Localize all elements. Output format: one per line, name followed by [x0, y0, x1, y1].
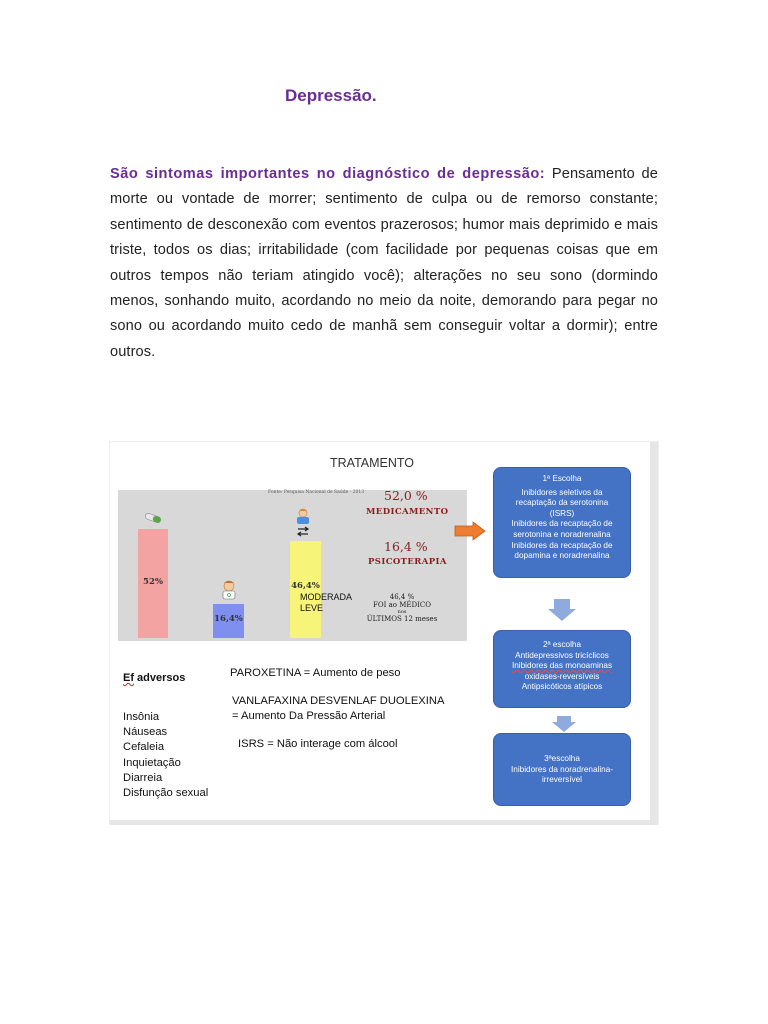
adverse-effects-rest: adversos [134, 672, 186, 684]
drug-isrs: ISRS = Não interage com álcool [238, 738, 398, 750]
first-choice-line: Inibidores da recaptação de [511, 540, 613, 550]
list-item: Cefaleia [123, 741, 165, 754]
first-choice-line: dopamina e noradrenalina [514, 551, 610, 561]
bar-label-medicamento: 52% [143, 577, 163, 587]
first-choice-title: 1ª Escolha [542, 474, 582, 483]
doctor-icon [220, 580, 238, 600]
bar-note-leve: LEVE [300, 603, 324, 613]
stat-medico-line2: nos [397, 609, 407, 615]
second-choice-line: oxidases-reversíveis [524, 671, 600, 681]
drug-vanlafaxina-line1: VANLAFAXINA DESVENLAF DUOLEXINA [232, 695, 445, 707]
stat-medico-line1: FOI ao MÉDICO [373, 601, 431, 609]
first-choice-line: serotonina e noradrenalina [513, 529, 611, 539]
intro-lead: São sintomas importantes no diagnóstico de depressão: [110, 166, 546, 182]
arrow-right-icon [454, 521, 486, 541]
stat-medico-line3: ÚLTIMOS 12 meses [366, 615, 438, 623]
stat-psicoterapia-value: 16,4 % [384, 539, 428, 554]
second-choice-box [493, 630, 631, 708]
adverse-effects-title [123, 672, 185, 684]
list-item: Insônia [123, 711, 160, 723]
bar-note-moderada: MODERADA [300, 592, 353, 602]
slide-shadow-bottom [110, 820, 658, 825]
first-choice-line: (ISRS) [549, 508, 575, 518]
first-choice-line: Inibidores seletivos da [521, 487, 603, 497]
stat-medicamento-value: 52,0 % [384, 488, 428, 503]
adverse-effects-prefix: Ef [123, 672, 134, 684]
third-choice-box [493, 733, 631, 806]
third-choice-line: Inibidores da noradrenalina- [511, 764, 613, 774]
stat-psicoterapia-label: PSICOTERAPIA [368, 557, 447, 567]
intro-body: Pensamento de morte ou vontade de morrer; sentimento de culpa ou de remorso constante; sentimento de desconexão com eventos prazerosos; humor mais deprimido e mais triste, todos os dias; irritabilidade (com facilidade por pequenas coisas que em outros tempos não teriam atingido você); alterações no seu sono (dormindo menos, sonhando muito, acordando no meio da noite, demorando para pegar no sono ou acordando muito cedo de manhã sem conseguir voltar a dormir); entre outros. [110, 166, 658, 360]
arrow-down-icon [547, 598, 577, 622]
third-choice-line: irreversível [541, 775, 583, 785]
stat-medicamento-label: MEDICAMENTO [366, 507, 449, 517]
therapy-person-icon [294, 508, 312, 538]
drug-paroxetina: PAROXETINA = Aumento de peso [230, 667, 401, 679]
slide-shadow-right [650, 442, 658, 824]
stat-medico-value: 46,4 % [389, 593, 415, 601]
first-choice-box [493, 467, 631, 578]
first-choice-line: recaptação da serotonina [515, 498, 609, 508]
second-choice-line: Antipsicóticos atípicos [521, 682, 603, 692]
intro-paragraph [110, 162, 658, 365]
second-choice-title: 2ª escolha [542, 640, 582, 649]
third-choice-title: 3ªescolha [544, 754, 580, 763]
slide-title: TRATAMENTO [330, 456, 415, 470]
list-item: Náuseas [123, 726, 168, 739]
stat-medico [362, 593, 442, 623]
drug-vanlafaxina-line2: = Aumento Da Pressão Arterial [232, 710, 386, 722]
second-choice-line: Antidepressivos tricíclicos [515, 650, 609, 660]
pill-icon [143, 512, 163, 524]
chart-source: Fonte: Pesquisa Nacional de Saúde - 2013 [268, 490, 365, 495]
bar-label-medico: 46,4% [291, 581, 320, 591]
list-item: Disfunção sexual [123, 787, 209, 800]
list-item: Inquietação [123, 756, 181, 769]
second-choice-line: Inibidores das monoaminas [511, 661, 613, 671]
list-item: Diarreia [123, 771, 163, 784]
arrow-down-icon [551, 715, 577, 733]
adverse-effects-list [123, 710, 208, 801]
bar-label-psicoterapia: 16,4% [214, 614, 243, 624]
first-choice-line: Inibidores da recaptação de [511, 519, 613, 529]
page-title: Depressão. [285, 86, 377, 105]
